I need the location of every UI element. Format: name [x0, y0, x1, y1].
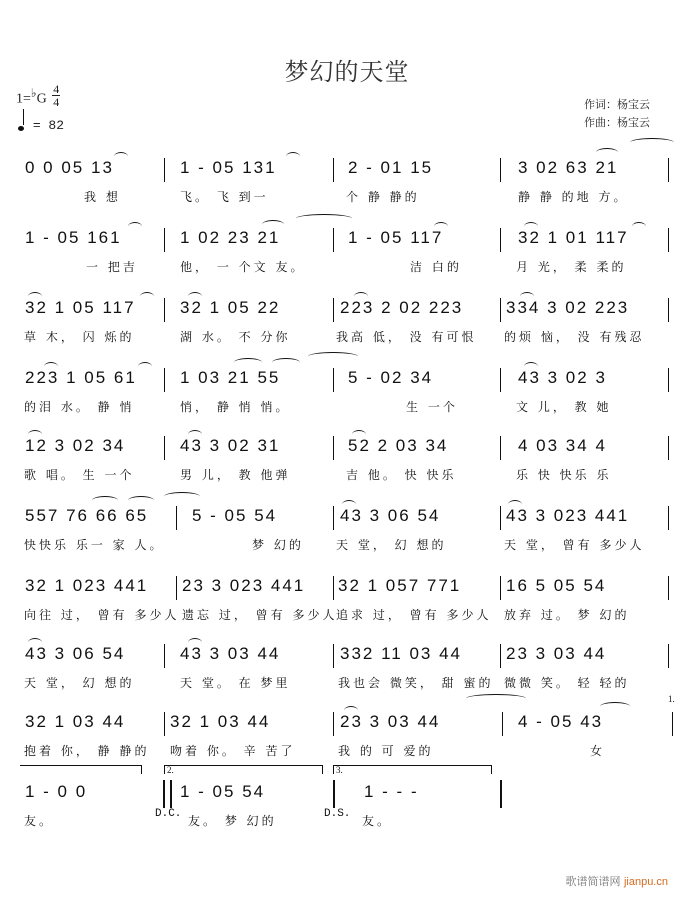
lyric: 梦 幻的: [252, 538, 304, 552]
slur: [596, 148, 618, 157]
lyric: 个 静 静的: [346, 190, 420, 204]
lyric: 男 儿， 教 他弹: [180, 468, 291, 482]
slur: [188, 292, 202, 301]
lyric: 悄， 静 悄 悄。: [180, 400, 291, 414]
barline: [333, 506, 334, 530]
volta-3-label: 3.: [336, 765, 343, 775]
measure: 32 1 057 771: [338, 576, 462, 595]
slur: [352, 430, 366, 439]
lyric: 静 静 的地 方。: [518, 190, 629, 204]
measure: 32 1 023 441: [25, 576, 149, 595]
double-barline: [163, 780, 172, 808]
lyric: 友。: [362, 814, 393, 828]
measure: 4 - 05 43: [518, 712, 604, 731]
tie: [296, 214, 352, 223]
lyric: 天 堂， 曾有 多少人: [504, 538, 645, 552]
measure: 557 76 66 65: [25, 506, 149, 525]
tie: [466, 694, 526, 703]
barline: [500, 506, 501, 530]
tie: [630, 138, 674, 147]
volta-bracket-3: [333, 765, 492, 774]
composer: 作曲：杨宝云: [584, 116, 650, 129]
tempo-value: = 82: [32, 118, 65, 133]
lyric: 天 堂， 幻 想的: [24, 676, 135, 690]
barline: [502, 712, 503, 736]
measure: 223 1 05 61: [25, 368, 137, 387]
lyric: 草 木， 闪 烁的: [24, 330, 135, 344]
lyric: 向往 过， 曾有 多少人: [24, 608, 180, 622]
slur: [342, 500, 356, 509]
lyric: 的泪 水。 静 悄: [24, 400, 135, 414]
time-signature: [52, 83, 60, 108]
slur: [44, 362, 58, 371]
barline: [500, 158, 501, 182]
slur: [138, 362, 152, 371]
measure: 32 1 03 44: [25, 712, 126, 731]
measure: 4 03 34 4: [518, 436, 607, 455]
barline: [500, 368, 501, 392]
lyric: 月 光， 柔 柔的: [516, 260, 627, 274]
barline: [333, 712, 334, 736]
measure: 32 1 01 117: [518, 228, 629, 247]
lyric: 吻着 你。 辛 苦了: [170, 744, 296, 758]
barline: [668, 576, 669, 600]
lyric: 文 儿， 教 她: [516, 400, 612, 414]
note-stem-icon: [23, 109, 24, 125]
slur: [272, 358, 300, 367]
slur: [344, 706, 358, 715]
barline: [500, 298, 501, 322]
barline: [333, 576, 334, 600]
measure: 334 3 02 223: [506, 298, 630, 317]
lyricist: 作词：杨宝云: [584, 98, 650, 111]
measure: 43 3 03 44: [180, 644, 281, 663]
measure: 23 3 023 441: [182, 576, 306, 595]
measure: 2 - 01 15: [348, 158, 434, 177]
lyric: 友。 梦 幻的: [188, 814, 277, 828]
double-barline: [333, 780, 336, 808]
measure: 1 03 21 55: [180, 368, 281, 387]
volta-2-label: 2.: [167, 765, 174, 775]
lyric: 追求 过， 曾有 多少人: [336, 608, 492, 622]
slur: [28, 430, 42, 439]
measure: 43 3 02 3: [518, 368, 607, 387]
slur: [28, 292, 42, 301]
barline: [500, 228, 501, 252]
barline: [164, 644, 165, 668]
barline: [668, 228, 669, 252]
barline: [164, 228, 165, 252]
measure: 32 1 05 22: [180, 298, 281, 317]
barline: [333, 298, 334, 322]
barline: [500, 576, 501, 600]
barline: [668, 158, 669, 182]
lyric: 女: [590, 744, 606, 758]
lyric: 我也会 微笑， 甜 蜜的: [338, 676, 494, 690]
slur: [128, 222, 142, 231]
measure: 32 1 05 117: [25, 298, 136, 317]
lyric: 吉 他。 快 快乐: [346, 468, 457, 482]
barline: [668, 436, 669, 460]
da-capo-marking: D.C.: [155, 808, 182, 820]
measure: 1 - 05 54: [180, 782, 266, 801]
lyric: 天 堂， 幻 想的: [336, 538, 447, 552]
measure: 0 0 05 13: [25, 158, 114, 177]
lyric: 微微 笑。 轻 轻的: [504, 676, 630, 690]
measure: 1 - - -: [364, 782, 419, 801]
barline: [672, 712, 673, 736]
tie: [308, 352, 358, 361]
song-title: 梦幻的天堂: [284, 58, 410, 86]
measure: 1 02 23 21: [180, 228, 281, 247]
barline: [333, 368, 334, 392]
flat-icon: ♭: [30, 85, 37, 100]
lyric: 洁 白的: [410, 260, 462, 274]
slur: [600, 702, 630, 711]
tie: [164, 492, 200, 501]
slur: [188, 638, 202, 647]
credits: [584, 96, 650, 132]
final-barline: [500, 780, 503, 808]
slur: [434, 222, 448, 231]
lyric: 生 一个: [406, 400, 458, 414]
lyric: 一 把吉: [86, 260, 138, 274]
slur: [508, 500, 522, 509]
barline: [500, 644, 501, 668]
dal-segno-marking: D.S.: [324, 808, 351, 820]
barline: [176, 506, 177, 530]
slur: [286, 152, 300, 161]
lyric: 歌 唱。 生 一个: [24, 468, 135, 482]
key-prefix: 1=: [16, 91, 31, 107]
barline: [164, 368, 165, 392]
barline: [164, 158, 165, 182]
measure: 32 1 03 44: [170, 712, 271, 731]
measure: 12 3 02 34: [25, 436, 126, 455]
key-note: G: [36, 91, 47, 107]
volta-1-label: 1.: [668, 694, 675, 704]
measure: 43 3 02 31: [180, 436, 281, 455]
slur: [28, 638, 42, 647]
measure: 223 2 02 223: [340, 298, 464, 317]
measure: 332 11 03 44: [340, 644, 462, 663]
slur: [520, 292, 534, 301]
measure: 43 3 023 441: [506, 506, 630, 525]
tempo-marking: [18, 113, 64, 133]
lyric: 放弃 过。 梦 幻的: [504, 608, 630, 622]
watermark-en: jianpu.cn: [623, 876, 668, 888]
barline: [164, 436, 165, 460]
slur: [234, 358, 262, 367]
watermark: [565, 873, 668, 889]
volta-bracket-1: [20, 765, 142, 774]
slur: [524, 362, 538, 371]
measure: 1 - 05 117: [348, 228, 444, 247]
measure: 1 - 05 161: [25, 228, 122, 247]
slur: [140, 292, 154, 301]
slur: [114, 152, 128, 161]
barline: [500, 436, 501, 460]
slur: [92, 496, 118, 505]
lyric: 我 想: [84, 190, 121, 204]
measure: 23 3 03 44: [340, 712, 441, 731]
measure: 23 3 03 44: [506, 644, 607, 663]
measure: 5 - 05 54: [192, 506, 278, 525]
measure: 43 3 06 54: [340, 506, 441, 525]
quarter-note-icon: [18, 126, 24, 131]
lyric: 抱着 你， 静 静的: [24, 744, 150, 758]
barline: [668, 368, 669, 392]
measure: 1 - 0 0: [25, 782, 88, 801]
slur: [354, 292, 368, 301]
slur: [262, 220, 284, 229]
lyric: 飞。 飞 到一: [180, 190, 269, 204]
measure: 1 - 05 131: [180, 158, 277, 177]
time-denominator: 4: [53, 95, 60, 109]
barline: [333, 436, 334, 460]
lyric: 遗忘 过， 曾有 多少人: [182, 608, 338, 622]
barline: [333, 644, 334, 668]
barline: [333, 158, 334, 182]
volta-bracket-2: [164, 765, 323, 774]
slur: [128, 496, 154, 505]
slur: [188, 430, 202, 439]
time-numerator: 4: [53, 82, 60, 96]
lyric: 乐 快 快乐 乐: [516, 468, 612, 482]
measure: 16 5 05 54: [506, 576, 607, 595]
slur: [524, 222, 538, 231]
lyric: 天 堂。 在 梦里: [180, 676, 291, 690]
barline: [668, 298, 669, 322]
slur: [632, 222, 646, 231]
barline: [668, 506, 669, 530]
lyric: 我 的 可 爱的: [338, 744, 434, 758]
lyric: 湖 水。 不 分你: [180, 330, 291, 344]
measure: 5 - 02 34: [348, 368, 434, 387]
lyric: 快快乐 乐一 家 人。: [24, 538, 165, 552]
barline: [333, 228, 334, 252]
watermark-cn: 歌谱简谱网: [565, 875, 621, 888]
barline: [164, 712, 165, 736]
barline: [668, 644, 669, 668]
lyric: 我高 低， 没 有可恨: [336, 330, 477, 344]
lyric: 他， 一 个文 友。: [180, 260, 306, 274]
measure: 3 02 63 21: [518, 158, 619, 177]
measure: 43 3 06 54: [25, 644, 126, 663]
barline: [164, 298, 165, 322]
measure: 52 2 03 34: [348, 436, 449, 455]
lyric: 友。: [24, 814, 55, 828]
barline: [176, 576, 177, 600]
lyric: 的烦 恼， 没 有残忍: [504, 330, 645, 344]
